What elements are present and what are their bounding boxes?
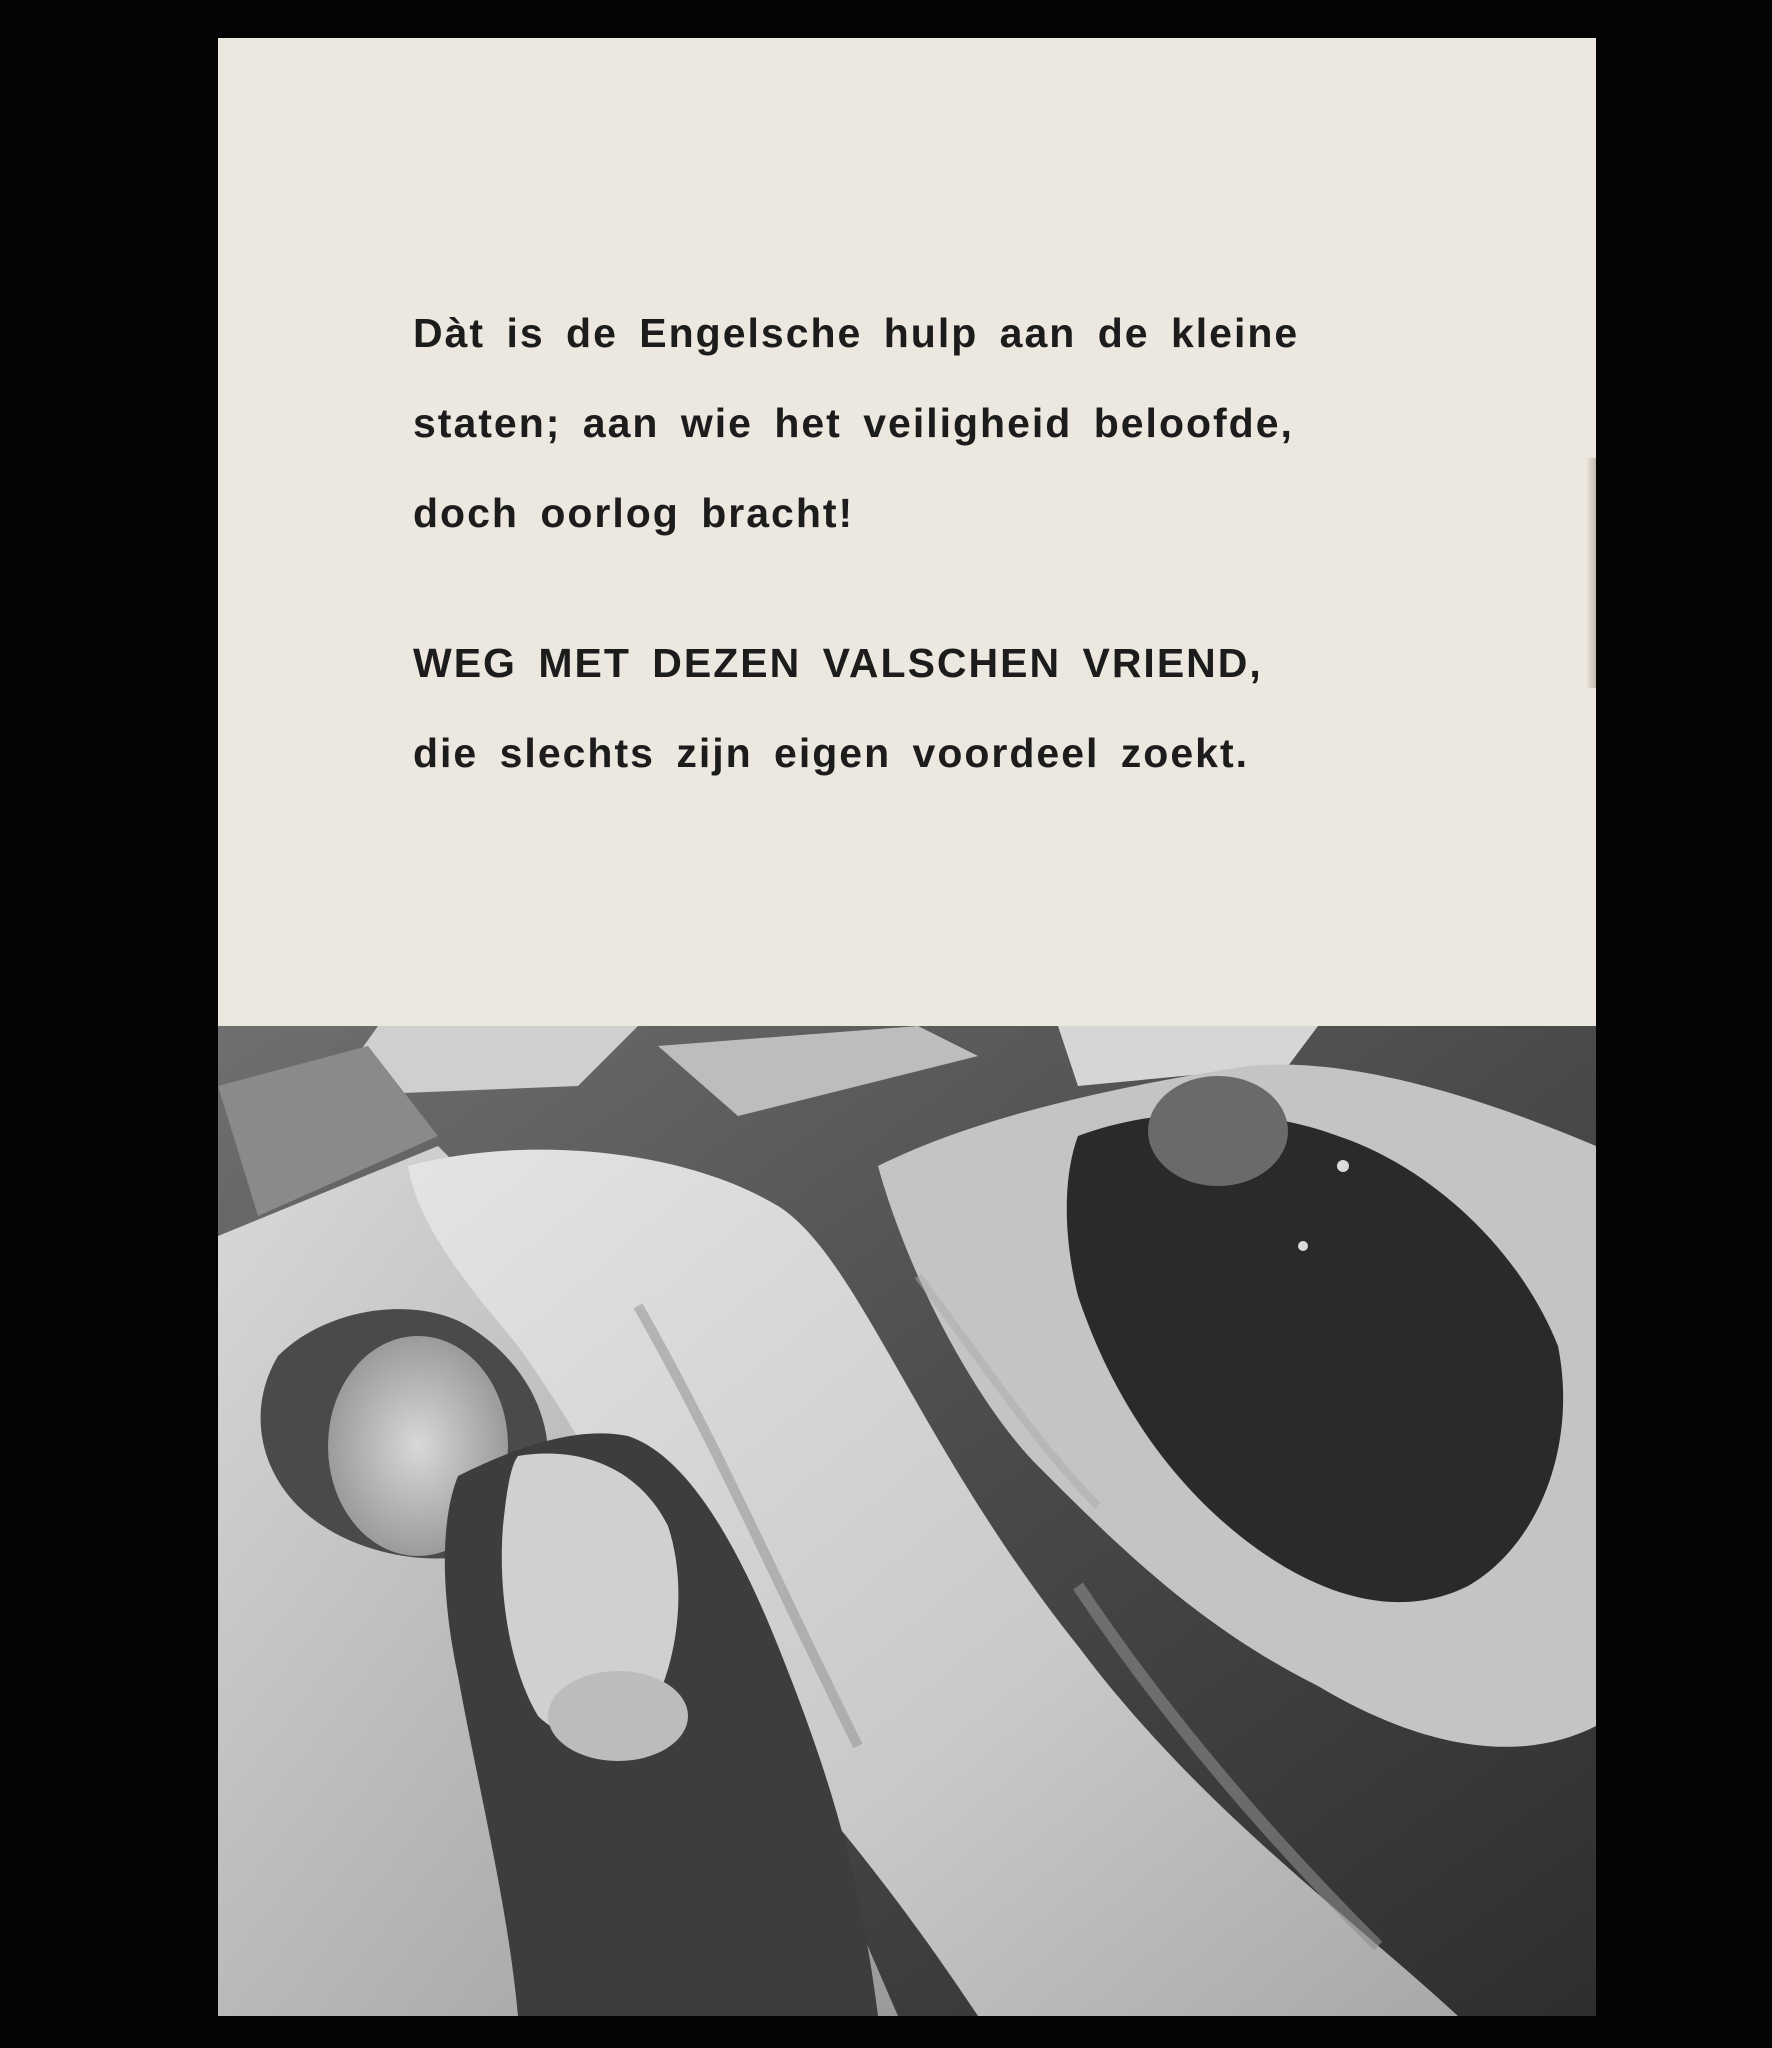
button-detail xyxy=(1337,1160,1349,1172)
button-detail xyxy=(1298,1241,1308,1251)
slogan-line-1: WEG MET DEZEN VALSCHEN VRIEND, xyxy=(413,640,1263,686)
text-line-2: staten; aan wie het veiligheid beloofde, xyxy=(413,400,1294,446)
text-line-3: doch oorlog bracht! xyxy=(413,490,855,536)
slogan-line-2: die slechts zijn eigen voordeel zoekt. xyxy=(413,730,1249,776)
text-line-1: Dàt is de Engelsche hulp aan de kleine xyxy=(413,310,1300,356)
propaganda-leaflet xyxy=(218,38,1596,2016)
leaflet-text xyxy=(413,288,1473,798)
right-figure-head xyxy=(1148,1076,1288,1186)
photograph-illustration xyxy=(218,1026,1596,2016)
leaflet-photograph xyxy=(218,1026,1596,2016)
child-hands xyxy=(548,1671,688,1761)
paragraph-gap xyxy=(413,558,1473,618)
